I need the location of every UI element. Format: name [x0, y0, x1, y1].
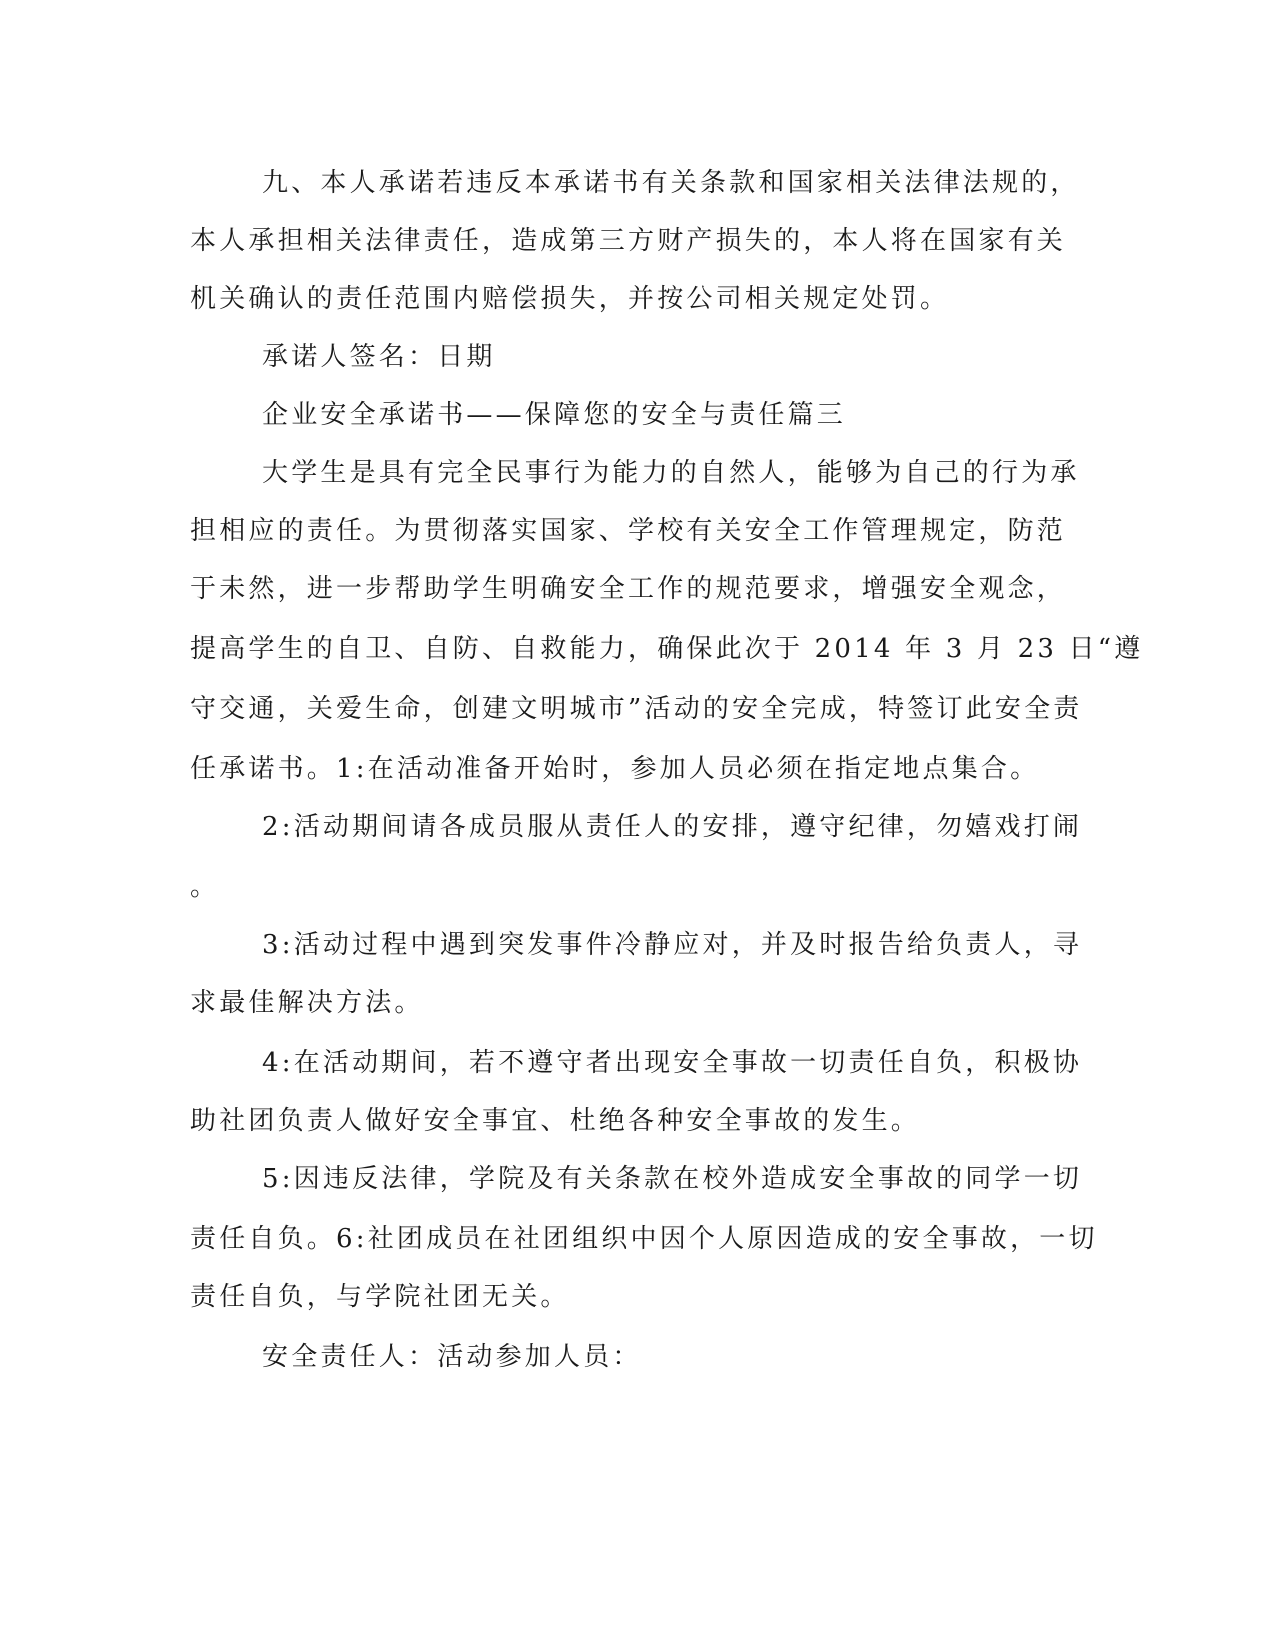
text-line: 守交通，关爱生命，创建文明城市”活动的安全完成，特签订此安全责 — [190, 694, 1083, 724]
text-line: 求最佳解决方法。 — [190, 988, 424, 1018]
section-title: 企业安全承诺书——保障您的安全与责任篇三 — [262, 400, 847, 430]
text-line: 责任自负。6:社团成员在社团组织中因个人原因造成的安全事故，一切 — [190, 1224, 1098, 1254]
text-line: 九、本人承诺若违反本承诺书有关条款和国家相关法律法规的， — [262, 168, 1080, 198]
text-line: 本人承担相关法律责任，造成第三方财产损失的，本人将在国家有关 — [190, 226, 1067, 256]
text-line: 提高学生的自卫、自防、自救能力，确保此次于 2014 年 3 月 23 日“遵 — [190, 634, 1144, 664]
text-line: 3:活动过程中遇到突发事件冷静应对，并及时报告给负责人，寻 — [262, 930, 1083, 960]
text-line: 。 — [190, 872, 220, 902]
text-line: 责任自负，与学院社团无关。 — [190, 1282, 570, 1312]
signature-line: 承诺人签名：日期 — [262, 342, 496, 372]
text-line: 担相应的责任。为贯彻落实国家、学校有关安全工作管理规定，防范 — [190, 516, 1067, 546]
text-line: 机关确认的责任范围内赔偿损失，并按公司相关规定处罚。 — [190, 284, 950, 314]
text-line: 助社团负责人做好安全事宜、杜绝各种安全事故的发生。 — [190, 1106, 921, 1136]
text-line: 4:在活动期间，若不遵守者出现安全事故一切责任自负，积极协 — [262, 1048, 1083, 1078]
signature-line: 安全责任人：活动参加人员： — [262, 1342, 642, 1372]
text-line: 5:因违反法律，学院及有关条款在校外造成安全事故的同学一切 — [262, 1164, 1083, 1194]
text-line: 任承诺书。1:在活动准备开始时，参加人员必须在指定地点集合。 — [190, 754, 1040, 784]
text-line: 2:活动期间请各成员服从责任人的安排，遵守纪律，勿嬉戏打闹 — [262, 812, 1083, 842]
text-line: 大学生是具有完全民事行为能力的自然人，能够为自己的行为承 — [262, 458, 1080, 488]
text-line: 于未然，进一步帮助学生明确安全工作的规范要求，增强安全观念， — [190, 574, 1067, 604]
